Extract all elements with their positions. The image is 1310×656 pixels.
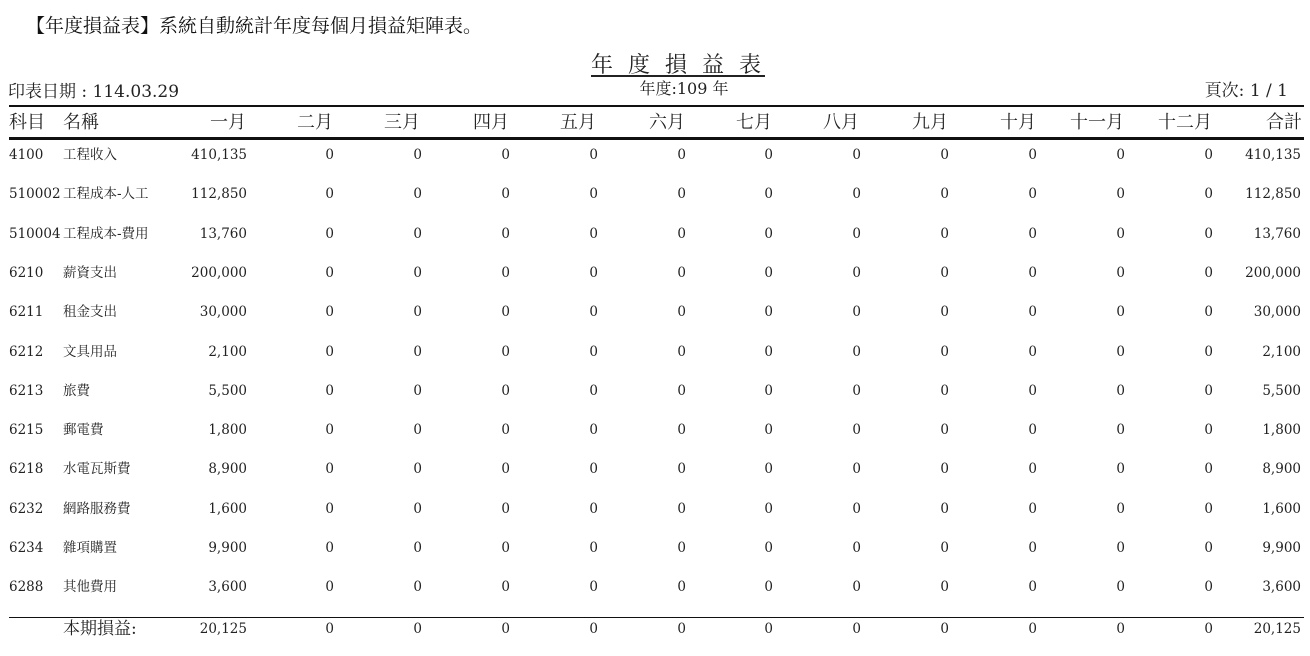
month-value: 0 [325, 540, 334, 556]
month-value: 0 [852, 461, 861, 478]
month-value: 0 [1116, 540, 1125, 556]
month-value: 0 [677, 304, 686, 321]
table-row [0, 496, 1310, 522]
table-row [0, 417, 1310, 443]
month-value: 0 [589, 147, 598, 163]
month-value: 0 [501, 264, 510, 281]
month-value: 410,135 [191, 147, 247, 163]
month-value: 0 [852, 540, 861, 556]
row-total: 3,600 [1262, 579, 1301, 596]
footer-month-value: 20,125 [199, 621, 247, 637]
month-value: 0 [677, 225, 686, 242]
month-value: 0 [413, 264, 422, 281]
month-value: 0 [413, 579, 422, 596]
account-code: 6234 [9, 540, 44, 556]
footer-month-value: 0 [589, 621, 598, 637]
row-total: 30,000 [1253, 304, 1301, 321]
month-value: 0 [940, 422, 949, 439]
month-value: 0 [1116, 304, 1125, 321]
month-value: 112,850 [191, 186, 247, 203]
footer-month-value: 0 [852, 621, 861, 637]
account-name: 薪資支出 [63, 264, 117, 281]
month-value: 0 [413, 225, 422, 242]
header-total: 合計 [1266, 112, 1302, 133]
month-value: 0 [940, 382, 949, 399]
month-value: 0 [764, 422, 773, 439]
month-value: 1,800 [208, 422, 247, 439]
account-code: 6218 [9, 461, 44, 478]
account-name: 旅費 [63, 382, 90, 399]
row-total: 5,500 [1262, 382, 1301, 399]
month-value: 0 [589, 500, 598, 517]
month-value: 30,000 [199, 304, 247, 321]
account-code: 510004 [9, 225, 61, 242]
header-month: 十二月 [1158, 112, 1212, 133]
month-value: 0 [1028, 264, 1037, 281]
month-value: 0 [852, 500, 861, 517]
month-value: 0 [1028, 422, 1037, 439]
month-value: 0 [589, 264, 598, 281]
report-year: 年度:109 年 [639, 79, 729, 98]
month-value: 0 [852, 579, 861, 596]
month-value: 0 [852, 382, 861, 399]
account-name: 工程成本-費用 [63, 225, 149, 242]
month-value: 0 [325, 225, 334, 242]
month-value: 0 [852, 422, 861, 439]
header-code: 科目 [9, 112, 45, 133]
month-value: 0 [1028, 382, 1037, 399]
month-value: 0 [1204, 225, 1213, 242]
footer-month-value: 0 [413, 621, 422, 637]
month-value: 0 [1028, 343, 1037, 360]
month-value: 0 [589, 422, 598, 439]
account-code: 6232 [9, 500, 44, 517]
month-value: 0 [940, 186, 949, 203]
header-month: 五月 [560, 112, 596, 133]
month-value: 0 [677, 461, 686, 478]
month-value: 0 [1116, 500, 1125, 517]
header-month: 六月 [649, 112, 685, 133]
month-value: 0 [501, 343, 510, 360]
month-value: 0 [1116, 422, 1125, 439]
month-value: 0 [501, 540, 510, 556]
month-value: 0 [501, 579, 510, 596]
month-value: 0 [413, 540, 422, 556]
account-code: 6288 [9, 579, 44, 596]
month-value: 0 [1028, 225, 1037, 242]
top-rule [9, 105, 1304, 107]
month-value: 0 [1116, 382, 1125, 399]
month-value: 2,100 [208, 343, 247, 360]
month-value: 0 [1204, 422, 1213, 439]
month-value: 0 [589, 186, 598, 203]
month-value: 5,500 [208, 382, 247, 399]
table-row [0, 378, 1310, 404]
month-value: 0 [1116, 343, 1125, 360]
month-value: 0 [1116, 579, 1125, 596]
month-value: 0 [501, 422, 510, 439]
month-value: 0 [940, 147, 949, 163]
month-value: 0 [325, 422, 334, 439]
month-value: 0 [325, 382, 334, 399]
row-total: 2,100 [1262, 343, 1301, 360]
month-value: 13,760 [199, 225, 247, 242]
header-rule [9, 137, 1304, 140]
month-value: 0 [677, 382, 686, 399]
month-value: 0 [589, 540, 598, 556]
month-value: 0 [589, 461, 598, 478]
account-name: 郵電費 [63, 422, 104, 439]
month-value: 0 [1204, 540, 1213, 556]
month-value: 0 [940, 343, 949, 360]
month-value: 0 [940, 540, 949, 556]
month-value: 0 [501, 500, 510, 517]
month-value: 0 [413, 343, 422, 360]
month-value: 0 [1116, 186, 1125, 203]
table-row [0, 260, 1310, 286]
month-value: 0 [940, 579, 949, 596]
month-value: 0 [1204, 500, 1213, 517]
footer-month-value: 0 [677, 621, 686, 637]
month-value: 0 [501, 461, 510, 478]
page-number: 頁次: 1 / 1 [1204, 81, 1288, 101]
month-value: 9,900 [208, 540, 247, 556]
month-value: 0 [589, 382, 598, 399]
month-value: 0 [413, 147, 422, 163]
month-value: 0 [1028, 540, 1037, 556]
month-value: 0 [764, 225, 773, 242]
month-value: 0 [764, 264, 773, 281]
table-row [0, 535, 1310, 561]
footer-total: 20,125 [1253, 621, 1301, 637]
row-total: 13,760 [1253, 225, 1301, 242]
month-value: 0 [852, 264, 861, 281]
footer-month-value: 0 [1204, 621, 1213, 637]
month-value: 0 [325, 147, 334, 163]
footer-month-value: 0 [1116, 621, 1125, 637]
account-name: 工程收入 [63, 147, 117, 163]
month-value: 0 [1028, 579, 1037, 596]
account-code: 510002 [9, 186, 61, 203]
month-value: 0 [325, 500, 334, 517]
month-value: 0 [764, 540, 773, 556]
month-value: 0 [1204, 147, 1213, 163]
month-value: 0 [764, 382, 773, 399]
month-value: 0 [325, 186, 334, 203]
month-value: 0 [1028, 461, 1037, 478]
account-code: 6211 [9, 304, 44, 321]
month-value: 0 [1116, 264, 1125, 281]
month-value: 0 [677, 264, 686, 281]
month-value: 0 [589, 343, 598, 360]
account-code: 4100 [9, 147, 44, 163]
month-value: 0 [413, 186, 422, 203]
month-value: 0 [501, 225, 510, 242]
table-header [0, 110, 1310, 136]
table-row [0, 574, 1310, 600]
month-value: 0 [677, 500, 686, 517]
header-name: 名稱 [63, 112, 99, 133]
month-value: 0 [1204, 343, 1213, 360]
report-title: 年 度 損 益 表 [591, 53, 765, 78]
row-total: 9,900 [1262, 540, 1301, 556]
header-month: 十一月 [1070, 112, 1124, 133]
month-value: 0 [1028, 500, 1037, 517]
print-date: 印表日期 : 114.03.29 [8, 82, 180, 102]
header-month: 二月 [297, 112, 333, 133]
header-month: 十月 [1000, 112, 1036, 133]
month-value: 0 [413, 461, 422, 478]
month-value: 0 [413, 304, 422, 321]
month-value: 0 [852, 225, 861, 242]
account-name: 水電瓦斯費 [63, 461, 131, 478]
table-row [0, 456, 1310, 482]
month-value: 0 [1204, 186, 1213, 203]
month-value: 0 [1204, 382, 1213, 399]
row-total: 112,850 [1245, 186, 1301, 203]
month-value: 0 [940, 500, 949, 517]
table-row [0, 142, 1310, 168]
table-row [0, 299, 1310, 325]
month-value: 0 [852, 304, 861, 321]
footer-month-value: 0 [764, 621, 773, 637]
header-month: 一月 [210, 112, 246, 133]
row-total: 1,600 [1262, 500, 1301, 517]
month-value: 0 [940, 225, 949, 242]
month-value: 8,900 [208, 461, 247, 478]
month-value: 0 [764, 343, 773, 360]
month-value: 200,000 [191, 264, 247, 281]
month-value: 0 [325, 264, 334, 281]
month-value: 0 [501, 186, 510, 203]
month-value: 0 [1204, 304, 1213, 321]
month-value: 0 [852, 147, 861, 163]
month-value: 1,600 [208, 500, 247, 517]
table-row [0, 339, 1310, 365]
month-value: 0 [1204, 461, 1213, 478]
month-value: 0 [940, 461, 949, 478]
month-value: 0 [940, 304, 949, 321]
month-value: 0 [501, 147, 510, 163]
month-value: 0 [1028, 186, 1037, 203]
table-row [0, 181, 1310, 207]
month-value: 0 [677, 186, 686, 203]
account-name: 雜項購置 [63, 540, 117, 556]
account-name: 網路服務費 [63, 500, 131, 517]
month-value: 0 [1028, 304, 1037, 321]
header-month: 八月 [823, 112, 859, 133]
month-value: 0 [325, 461, 334, 478]
month-value: 0 [1204, 264, 1213, 281]
header-month: 九月 [912, 112, 948, 133]
account-code: 6210 [9, 264, 44, 281]
footer-month-value: 0 [940, 621, 949, 637]
header-month: 七月 [736, 112, 772, 133]
row-total: 1,800 [1262, 422, 1301, 439]
month-value: 0 [325, 304, 334, 321]
account-code: 6215 [9, 422, 44, 439]
month-value: 0 [589, 304, 598, 321]
month-value: 0 [764, 579, 773, 596]
row-total: 200,000 [1245, 264, 1301, 281]
table-row [0, 221, 1310, 247]
header-month: 四月 [473, 112, 509, 133]
month-value: 0 [413, 422, 422, 439]
account-name: 租金支出 [63, 304, 117, 321]
row-total: 8,900 [1262, 461, 1301, 478]
period-total-row [0, 616, 1310, 642]
header-month: 三月 [384, 112, 420, 133]
month-value: 0 [677, 343, 686, 360]
month-value: 3,600 [208, 579, 247, 596]
month-value: 0 [1028, 147, 1037, 163]
month-value: 0 [764, 186, 773, 203]
month-value: 0 [1204, 579, 1213, 596]
month-value: 0 [852, 343, 861, 360]
month-value: 0 [501, 382, 510, 399]
month-value: 0 [677, 579, 686, 596]
month-value: 0 [764, 147, 773, 163]
account-code: 6213 [9, 382, 44, 399]
month-value: 0 [413, 382, 422, 399]
month-value: 0 [325, 579, 334, 596]
month-value: 0 [1116, 461, 1125, 478]
account-code: 6212 [9, 343, 44, 360]
month-value: 0 [1116, 225, 1125, 242]
page-caption: 【年度損益表】系統自動統計年度每個月損益矩陣表。 [26, 15, 483, 37]
month-value: 0 [413, 500, 422, 517]
account-name: 其他費用 [63, 579, 117, 596]
month-value: 0 [501, 304, 510, 321]
month-value: 0 [589, 225, 598, 242]
month-value: 0 [677, 422, 686, 439]
month-value: 0 [764, 304, 773, 321]
month-value: 0 [764, 461, 773, 478]
row-total: 410,135 [1245, 147, 1301, 163]
month-value: 0 [325, 343, 334, 360]
month-value: 0 [852, 186, 861, 203]
month-value: 0 [940, 264, 949, 281]
month-value: 0 [589, 579, 598, 596]
month-value: 0 [677, 147, 686, 163]
account-name: 工程成本-人工 [63, 186, 149, 203]
month-value: 0 [677, 540, 686, 556]
month-value: 0 [764, 500, 773, 517]
month-value: 0 [1116, 147, 1125, 163]
account-name: 文具用品 [63, 343, 117, 360]
footer-month-value: 0 [501, 621, 510, 637]
footer-month-value: 0 [325, 621, 334, 637]
period-total-label: 本期損益: [63, 619, 137, 639]
footer-month-value: 0 [1028, 621, 1037, 637]
